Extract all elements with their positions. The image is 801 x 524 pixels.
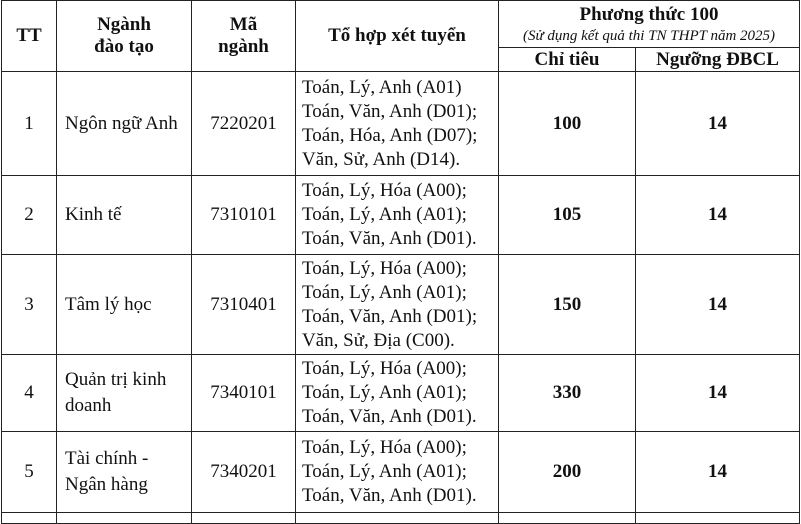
combo-line: Toán, Văn, Anh (D01); bbox=[302, 305, 478, 327]
combo-line: Toán, Văn, Anh (D01). bbox=[302, 485, 477, 506]
header-code-line-2: ngành bbox=[218, 36, 269, 57]
row-quota: 150 bbox=[499, 255, 636, 355]
row-major-line: Ngôn ngữ Anh bbox=[65, 112, 178, 134]
row-major bbox=[57, 176, 192, 255]
row-major bbox=[57, 432, 192, 513]
row-threshold: 14 bbox=[636, 176, 800, 255]
row-threshold: 14 bbox=[636, 255, 800, 355]
combo-line: Văn, Sử, Anh (D14). bbox=[302, 148, 461, 170]
combo-line: Toán, Lý, Anh (A01) bbox=[302, 76, 462, 98]
row-quota: 105 bbox=[499, 176, 636, 255]
row-major-line: Ngân hàng bbox=[65, 474, 148, 495]
row-tt: 4 bbox=[2, 355, 57, 432]
header-major bbox=[57, 1, 192, 72]
row-code: 7340201 bbox=[192, 432, 296, 513]
row-combos bbox=[296, 255, 499, 355]
row-major-line: Tài chính - bbox=[65, 448, 149, 469]
row-code: 7340101 bbox=[192, 355, 296, 432]
row-tt: 2 bbox=[2, 176, 57, 255]
row-quota: 200 bbox=[499, 432, 636, 513]
row-threshold: 14 bbox=[636, 72, 800, 176]
combo-line: Toán, Văn, Anh (D01). bbox=[302, 406, 477, 427]
row-major bbox=[57, 355, 192, 432]
row-combos bbox=[296, 72, 499, 176]
combo-line: Toán, Lý, Anh (A01); bbox=[302, 382, 467, 403]
header-code-line-1: Mã bbox=[229, 14, 258, 35]
table-row bbox=[2, 72, 800, 176]
table-row bbox=[2, 432, 800, 513]
combo-line: Toán, Lý, Anh (A01); bbox=[302, 204, 467, 225]
header-major-line-1: Ngành bbox=[97, 14, 151, 35]
header-method-title: Phương thức 100 bbox=[579, 3, 719, 25]
table-row bbox=[2, 355, 800, 432]
header-tt: TT bbox=[2, 1, 57, 72]
combo-line: Toán, Hóa, Anh (D07); bbox=[302, 124, 478, 146]
combo-line: Toán, Văn, Anh (D01); bbox=[302, 100, 478, 122]
row-code: 7310101 bbox=[192, 176, 296, 255]
header-threshold: Ngưỡng ĐBCL bbox=[636, 48, 800, 72]
row-threshold: 14 bbox=[636, 432, 800, 513]
header-code bbox=[192, 1, 296, 72]
row-code: 7310401 bbox=[192, 255, 296, 355]
admissions-table bbox=[1, 0, 800, 524]
table-body bbox=[2, 72, 800, 524]
row-tt: 3 bbox=[2, 255, 57, 355]
row-major-line: Tâm lý học bbox=[65, 293, 152, 315]
row-major bbox=[57, 72, 192, 176]
table-row bbox=[2, 255, 800, 355]
header-method-note: (Sử dụng kết quả thi TN THPT năm 2025) bbox=[522, 27, 776, 44]
row-major-line: Kinh tế bbox=[65, 204, 122, 225]
row-threshold: 14 bbox=[636, 355, 800, 432]
row-tt: 5 bbox=[2, 432, 57, 513]
combo-line: Toán, Lý, Hóa (A00); bbox=[302, 257, 467, 279]
row-major-line: doanh bbox=[65, 395, 112, 416]
combo-line: Toán, Lý, Hóa (A00); bbox=[302, 358, 467, 379]
combo-line: Toán, Lý, Anh (A01); bbox=[302, 461, 467, 482]
table-row-cut-off bbox=[2, 513, 800, 524]
row-quota: 100 bbox=[499, 72, 636, 176]
header-quota: Chỉ tiêu bbox=[499, 48, 636, 72]
row-combos bbox=[296, 432, 499, 513]
row-code: 7220201 bbox=[192, 72, 296, 176]
row-tt: 1 bbox=[2, 72, 57, 176]
row-combos bbox=[296, 176, 499, 255]
row-major-line: Quản trị kinh bbox=[65, 369, 167, 390]
combo-line: Toán, Văn, Anh (D01). bbox=[302, 228, 477, 249]
combo-line: Toán, Lý, Hóa (A00); bbox=[302, 437, 467, 458]
row-combos bbox=[296, 355, 499, 432]
combo-line: Văn, Sử, Địa (C00). bbox=[302, 329, 455, 351]
header-major-line-2: đào tạo bbox=[94, 36, 154, 57]
combo-line: Toán, Lý, Hóa (A00); bbox=[302, 180, 467, 201]
row-quota: 330 bbox=[499, 355, 636, 432]
header-method bbox=[499, 1, 800, 48]
header-combos: Tổ hợp xét tuyển bbox=[296, 1, 499, 72]
row-major bbox=[57, 255, 192, 355]
header-row bbox=[2, 1, 800, 48]
combo-line: Toán, Lý, Anh (A01); bbox=[302, 281, 467, 303]
table-row bbox=[2, 176, 800, 255]
